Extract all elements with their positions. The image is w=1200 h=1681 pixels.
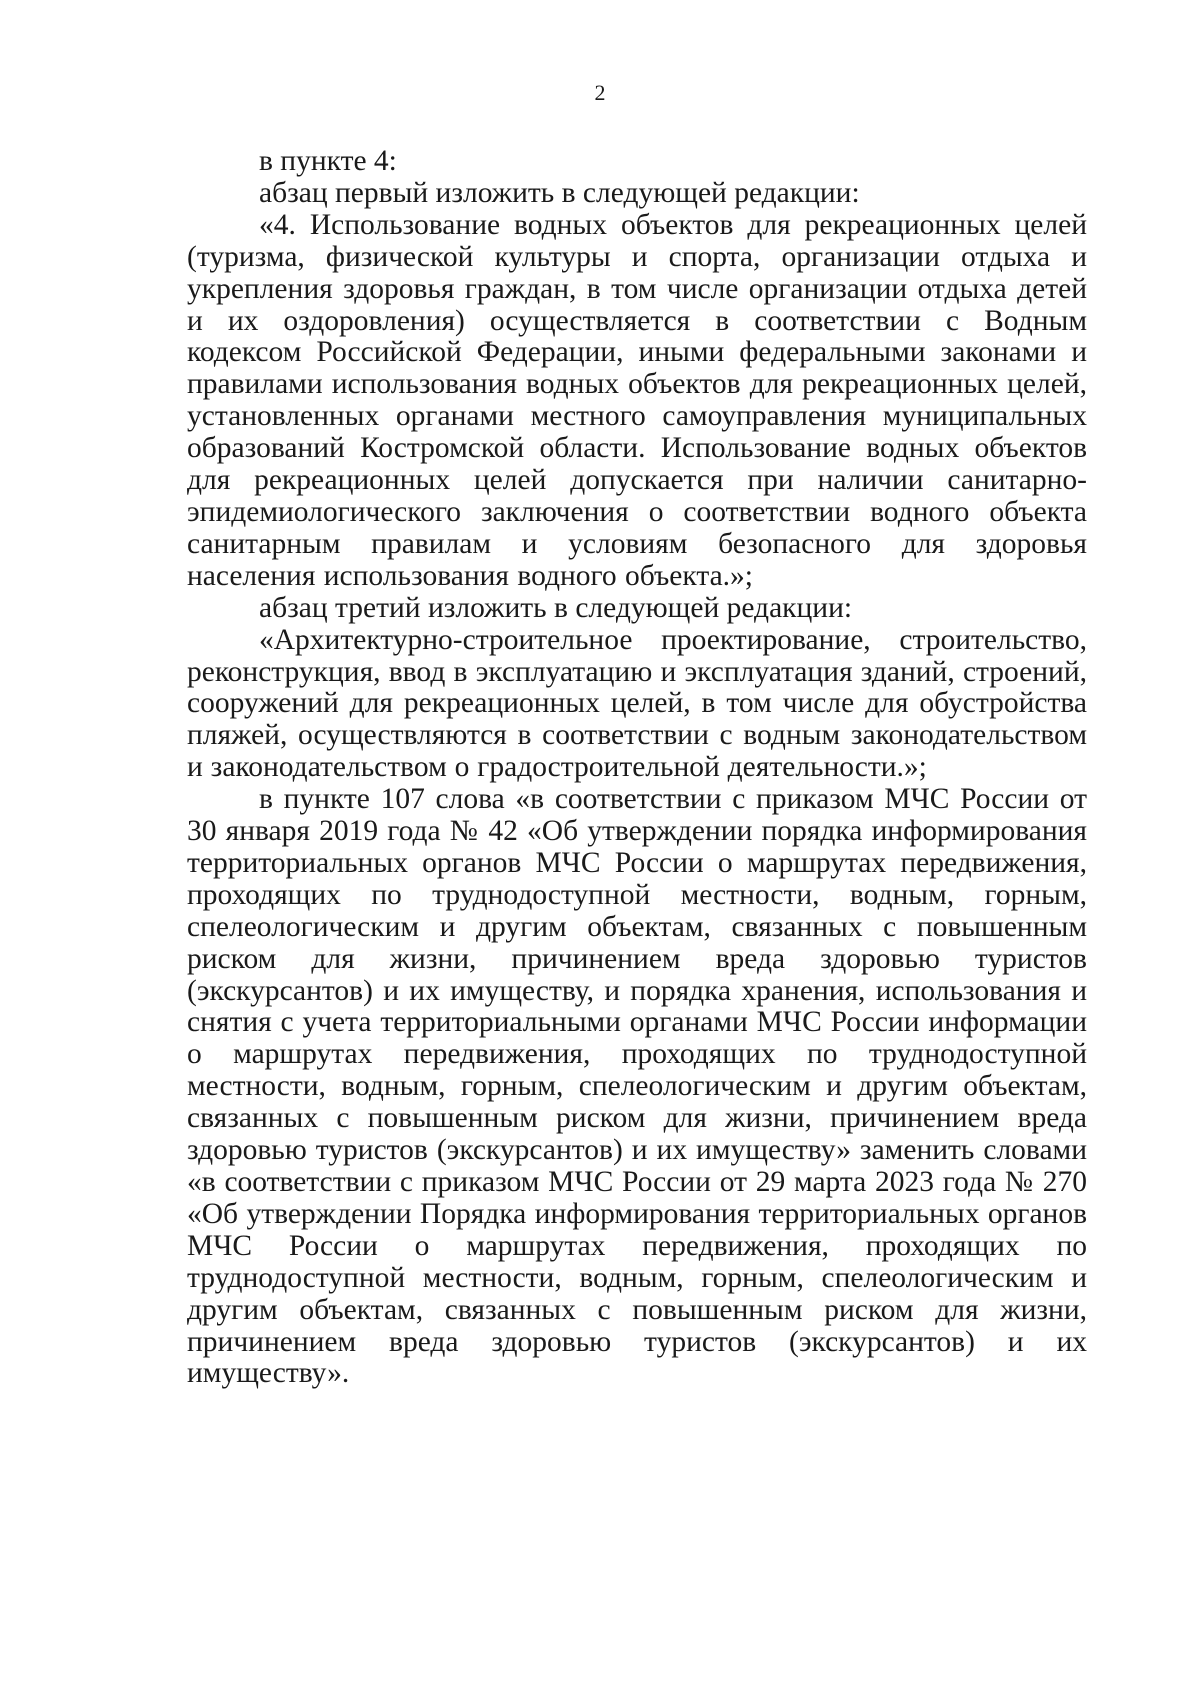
document-body <box>187 146 1087 1390</box>
paragraph-third-abzac-instruction: абзац третий изложить в следующей редакции: <box>259 591 853 624</box>
page-number: 2 <box>594 80 606 105</box>
paragraph-first-abzac-instruction: абзац первый изложить в следующей редакции: <box>259 176 860 209</box>
paragraph-point-4-new-text: «4. Использование водных объектов для рекреационных целей (туризма, физической культуры и спорта, организации отдыха и укрепления здоровья граждан, в том числе организации отдыха детей и их оздоровления) осуществляется в соответствии с Водным кодексом Российской Федерации, иными федеральными законами и правилами использования водных объектов для рекреационных целей, установленных органами местного самоуправления муниципальных образований Костромской области. Использование водных объектов для рекреационных целей допускается при наличии санитарно-эпидемиологического заключения о соответствии водного объекта санитарным правилам и условиям безопасного для здоровья населения использования водного объекта.»; <box>187 208 1087 592</box>
paragraph-point-4-intro: в пункте 4: <box>259 145 397 177</box>
paragraph-third-abzac-new-text: «Архитектурно-строительное проектирование, строительство, реконструкция, ввод в эксплуатацию и эксплуатация зданий, строений, сооружений для рекреационных целей, в том числе для обустройства пляжей, осуществляются в соответствии с водным законодательством и законодательством о градостроительной деятельности.»; <box>187 623 1087 784</box>
paragraph-point-107-amendment: в пункте 107 слова «в соответствии с приказом МЧС России от 30 января 2019 года № 42 «Об утверждении порядка информирования территориальных органов МЧС России о маршрутах передвижения, проходящих по труднодоступной местности, водным, горным, спелеологическим и другим объектам, связанных с повышенным риском для жизни, причинением вреда здоровью туристов (экскурсантов) и их имуществу, и порядка хранения, использования и снятия с учета территориальными органами МЧС России информации о маршрутах передвижения, проходящих по труднодоступной местности, водным, горным, спелеологическим и другим объектам, связанных с повышенным риском для жизни, причинением вреда здоровью туристов (экскурсантов) и их имуществу» заменить словами «в соответствии с приказом МЧС России от 29 марта 2023 года № 270 «Об утверждении Порядка информирования территориальных органов МЧС России о маршрутах передвижения, проходящих по труднодоступной местности, водным, горным, спелеологическим и другим объектам, связанных с повышенным риском для жизни, причинением вреда здоровью туристов (экскурсантов) и их имуществу». <box>187 783 1087 1390</box>
